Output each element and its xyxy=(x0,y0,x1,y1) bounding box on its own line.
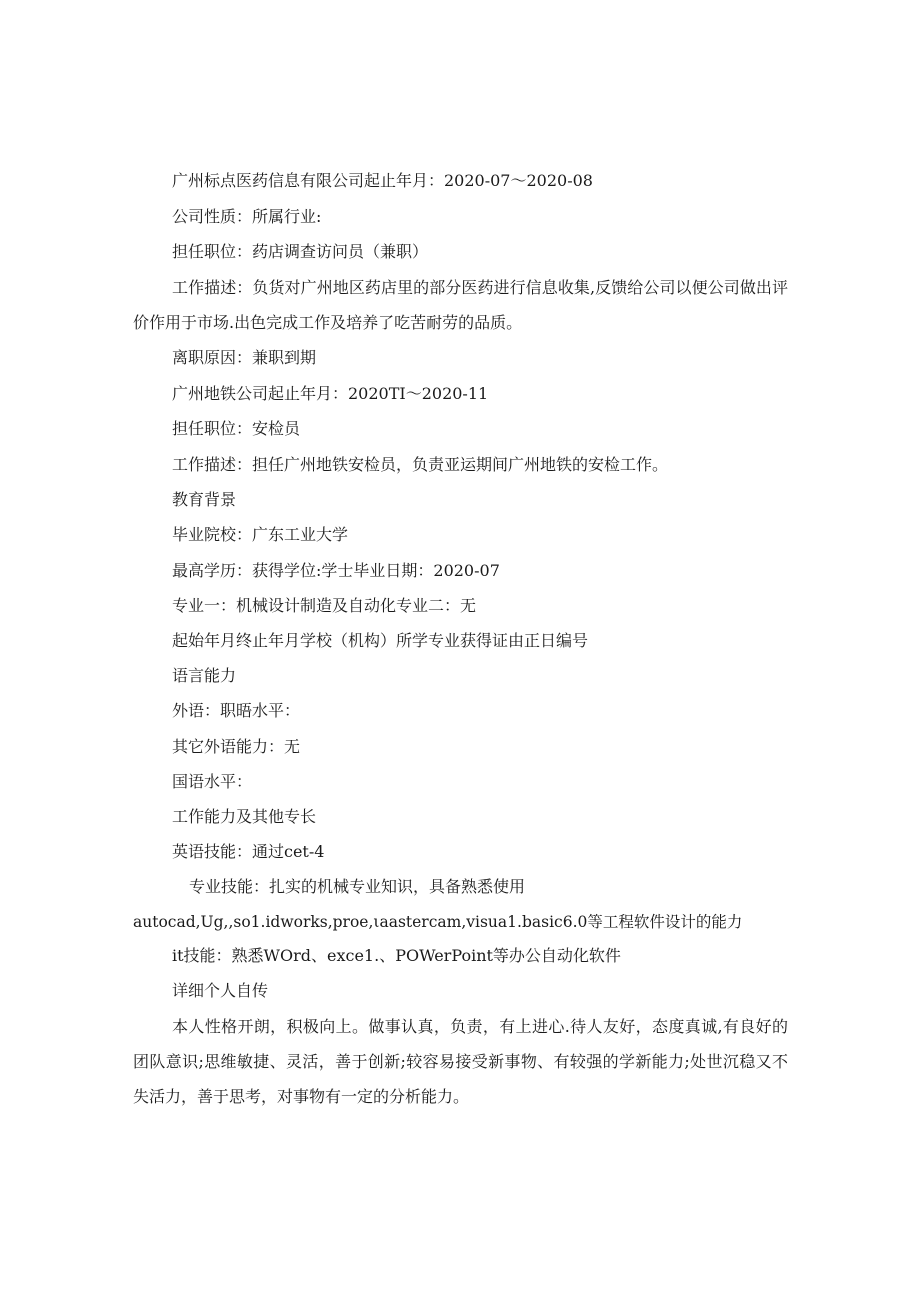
language-other-foreign: 其它外语能力：无 xyxy=(172,737,301,756)
education-major: 专业一：机械设计制造及自动化专业二：无 xyxy=(172,596,477,615)
skills-heading: 工作能力及其他专长 xyxy=(172,807,317,826)
language-mandarin: 国语水平： xyxy=(172,772,253,791)
skills-professional-line2: autocad,Ug,,so1.idworks,proe,ιaastercam,visua1.basic6.0等工程软件设计的能力 xyxy=(133,913,743,931)
skills-it: it技能：熟悉WOrd、exce1.、POWerPoint等办公自动化软件 xyxy=(172,946,621,965)
job2-description: 工作描述：担任广州地铁安检员，负责亚运期间广州地铁的安检工作。 xyxy=(172,455,669,474)
skills-professional-line1: 专业技能：扎实的机械专业知识，具备熟悉使用 xyxy=(189,877,526,896)
education-degree: 最高学历：获得学位:学士毕业日期：2020-07 xyxy=(172,561,500,580)
language-foreign: 外语：职晤水平： xyxy=(172,701,301,720)
job1-company-line: 广州标点医药信息有限公司起止年月：2020-07〜2020-08 xyxy=(172,171,593,190)
language-heading: 语言能力 xyxy=(172,666,237,685)
self-intro-heading: 详细个人自传 xyxy=(172,981,269,1000)
job1-leave-reason: 离职原因：兼职到期 xyxy=(172,348,317,367)
education-school: 毕业院校：广东工业大学 xyxy=(172,525,349,544)
education-heading: 教育背景 xyxy=(172,490,237,509)
job2-company-line: 广州地铁公司起止年月：2020TI〜2020-11 xyxy=(172,384,489,403)
job2-position-line: 担任职位：安检员 xyxy=(172,419,301,438)
job1-description: 工作描述：负货对广州地区药店里的部分医药进行信息收集,反馈给公司以便公司做出评价作用于市场.出色完成工作及培养了吃苦耐劳的品质。 xyxy=(133,278,788,332)
skills-english: 英语技能：通过cet-4 xyxy=(172,842,325,861)
job1-nature-line: 公司性质：所属行业: xyxy=(172,207,322,226)
self-intro-body: 本人性格开朗，积极向上。做事认真，负责，有上进心.待人友好，态度真诚,有良好的团队意识;思维敏捷、灵活，善于创新;较容易接受新事物、有较强的学新能力;处世沉稳又不失活力，善于思考，对事物有一定的分析能力。 xyxy=(133,1017,788,1106)
education-table-header: 起始年月终止年月学校（机构）所学专业获得证由正日编号 xyxy=(172,631,589,650)
job1-position-line: 担任职位：药店调查访问员（兼职） xyxy=(172,242,429,261)
